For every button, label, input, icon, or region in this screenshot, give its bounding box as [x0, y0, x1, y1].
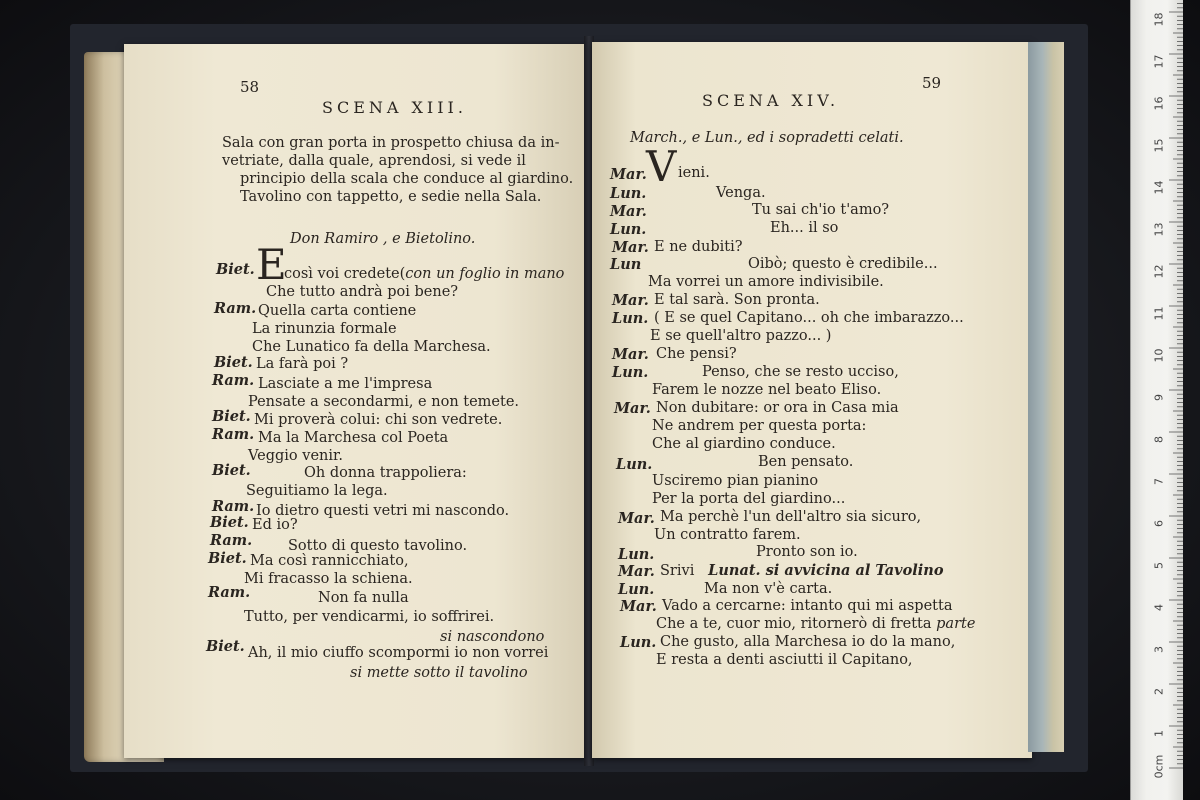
speaker-label: Biet.: [212, 408, 251, 425]
ruler-number: 17: [1152, 54, 1166, 69]
verse-line: Mi proverà colui: chi son vedrete.: [254, 412, 503, 428]
verse-line: Ma così rannicchiato,: [250, 553, 409, 569]
stage-note: con un foglio in mano: [405, 266, 565, 282]
speaker-label: Mar.: [610, 166, 647, 183]
drop-cap: E: [256, 240, 287, 289]
page-number-right: 59: [922, 74, 942, 92]
ruler-number: 7: [1152, 478, 1166, 485]
verse-line: Ne andrem per questa porta:: [652, 418, 867, 434]
speaker-label: Mar.: [612, 292, 649, 309]
stage-direction-line: Sala con gran porta in prospetto chiusa da in-: [222, 135, 560, 151]
speaker-label: Ram.: [212, 498, 255, 515]
verse-line: E se quell'altro pazzo... ): [650, 328, 832, 344]
speaker-label: Biet.: [212, 462, 251, 479]
speaker-label: Mar.: [618, 563, 655, 580]
verse-line: Pensate a secondarmi, e non temete.: [248, 394, 520, 410]
verse-line: Veggio venir.: [248, 448, 343, 464]
speaker-label: Lun.: [610, 185, 647, 202]
speaker-label: Biet.: [206, 638, 245, 655]
verse-line: Oh donna trappoliera:: [304, 465, 467, 481]
verse-line: Penso, che se resto ucciso,: [702, 364, 899, 380]
characters-heading-left: Don Ramiro , e Bietolino.: [290, 231, 476, 247]
verse-line: Che al giardino conduce.: [652, 436, 836, 452]
verse-line: La farà poi ?: [256, 356, 349, 372]
verse-text: Srivi: [660, 563, 695, 579]
scene-title-left: SCENA XIII.: [322, 98, 467, 117]
stage-note: si mette sotto il tavolino: [350, 665, 528, 681]
speaker-label: Biet.: [208, 550, 247, 567]
verse-line: Ma perchè l'un dell'altro sia sicuro,: [660, 509, 922, 525]
speaker-label: Lun: [610, 256, 642, 273]
page-number-left: 58: [240, 78, 260, 96]
ruler-number: 1: [1152, 730, 1166, 737]
verse-line: Ben pensato.: [758, 454, 854, 470]
verse-line: Mi fracasso la schiena.: [244, 571, 413, 587]
verse-line: Farem le nozze nel beato Eliso.: [652, 382, 882, 398]
ruler-number: 13: [1152, 222, 1166, 237]
stage-direction-line: Tavolino con tappetto, e sedie nella Sala.: [240, 189, 542, 205]
verse-line: Che tutto andrà poi bene?: [266, 284, 459, 300]
ruler-number: 9: [1152, 394, 1166, 401]
ruler-unit-label: 0cm: [1152, 754, 1166, 779]
ruler-number: 10: [1152, 348, 1166, 363]
verse-line: Ed io?: [252, 517, 298, 533]
verse-line: Non dubitare: or ora in Casa mia: [656, 400, 899, 416]
verse-line: Seguitiamo la lega.: [246, 483, 388, 499]
verse-line: ( E se quel Capitano... oh che imbarazzo...: [654, 310, 964, 326]
verse-line: E resta a denti asciutti il Capitano,: [656, 652, 913, 668]
verse-line: Oibò; questo è credibile...: [748, 256, 938, 272]
verse-line: Tutto, per vendicarmi, io soffrirei.: [244, 609, 495, 625]
verse-line: Un contratto farem.: [654, 527, 801, 543]
verse-line: Che pensi?: [656, 346, 737, 362]
speaker-label: Ram.: [210, 532, 253, 549]
speaker-label: Lun.: [610, 221, 647, 238]
verse-line: ieni.: [678, 165, 710, 181]
stage-note: si nascondono: [440, 629, 545, 645]
stage-direction-line: vetriate, dalla quale, aprendosi, si vede il: [222, 153, 526, 169]
verse-line: Quella carta contiene: [258, 303, 417, 319]
verse-line: [660, 564, 944, 579]
scene-title-right: SCENA XIV.: [702, 91, 840, 110]
verse-line: E ne dubiti?: [654, 239, 743, 255]
speaker-label: Biet.: [216, 261, 255, 278]
speaker-label: Mar.: [614, 400, 651, 417]
speaker-label: Biet.: [210, 514, 249, 531]
speaker-label: Lun.: [618, 581, 655, 598]
speaker-label: Lun.: [616, 456, 653, 473]
drop-cap: V: [646, 142, 677, 191]
verse-line: Vado a cercarne: intanto qui mi aspetta: [662, 598, 953, 614]
ruler-number: 5: [1152, 562, 1166, 569]
stage-direction-line: principio della scala che conduce al giardino.: [240, 171, 574, 187]
stage-note: parte: [936, 616, 976, 632]
verse-line: Ah, il mio ciuffo scompormi io non vorrei: [248, 645, 549, 661]
ruler-number: 8: [1152, 436, 1166, 443]
verse-line: [656, 617, 975, 632]
ruler-number: 12: [1152, 264, 1166, 279]
verse-line: Ma non v'è carta.: [704, 581, 833, 597]
speaker-label: Mar.: [612, 346, 649, 363]
verse-text: Che a te, cuor mio, ritornerò di fretta: [656, 616, 932, 632]
verse-line: E tal sarà. Son pronta.: [654, 292, 820, 308]
verse-line: Eh... il so: [770, 220, 839, 236]
verse-text: così voi credete(: [284, 266, 406, 282]
ruler-number: 11: [1152, 306, 1166, 321]
verse-line: Non fa nulla: [318, 590, 409, 606]
speaker-label: Mar.: [612, 239, 649, 256]
verse-line: Che Lunatico fa della Marchesa.: [252, 339, 491, 355]
verse-line: La rinunzia formale: [252, 321, 397, 337]
ruler-number: 2: [1152, 688, 1166, 695]
verse-line: Ma vorrei un amore indivisibile.: [648, 274, 884, 290]
verse-line: Per la porta del giardino...: [652, 491, 846, 507]
speaker-label: Biet.: [214, 354, 253, 371]
right-page-edges: [1028, 42, 1064, 752]
verse-line: [284, 267, 564, 282]
speaker-label: Ram.: [212, 372, 255, 389]
verse-line: Lasciate a me l'impresa: [258, 376, 433, 392]
speaker-label: Ram.: [214, 300, 257, 317]
speaker-label: Lun.: [618, 546, 655, 563]
speaker-label: Ram.: [208, 584, 251, 601]
verse-line: Venga.: [716, 185, 766, 201]
ruler-number: 18: [1152, 12, 1166, 27]
verse-line: Che gusto, alla Marchesa io do la mano,: [660, 634, 956, 650]
verse-line: Ma la Marchesa col Poeta: [258, 430, 449, 446]
speaker-label: Lun.: [612, 364, 649, 381]
ruler-number: 14: [1152, 180, 1166, 195]
speaker-label: Mar.: [620, 598, 657, 615]
verse-line: Usciremo pian pianino: [652, 473, 819, 489]
characters-heading-right: March., e Lun., ed i sopradetti celati.: [630, 130, 904, 146]
verse-line: Sotto di questo tavolino.: [288, 538, 468, 554]
speaker-label: Ram.: [212, 426, 255, 443]
verse-line: Io dietro questi vetri mi nascondo.: [256, 503, 510, 519]
measuring-ruler: [1130, 0, 1183, 800]
ruler-number: 3: [1152, 646, 1166, 653]
ruler-number: 4: [1152, 604, 1166, 611]
verse-line: Tu sai ch'io t'amo?: [752, 202, 890, 218]
stage-note: Lunat. si avvicina al Tavolino: [708, 562, 944, 579]
speaker-label: Mar.: [618, 510, 655, 527]
speaker-label: Lun.: [620, 634, 657, 651]
ruler-number: 6: [1152, 520, 1166, 527]
ruler-number: 16: [1152, 96, 1166, 111]
verse-line: Pronto son io.: [756, 544, 858, 560]
speaker-label: Lun.: [612, 310, 649, 327]
ruler-number: 15: [1152, 138, 1166, 153]
speaker-label: Mar.: [610, 203, 647, 220]
